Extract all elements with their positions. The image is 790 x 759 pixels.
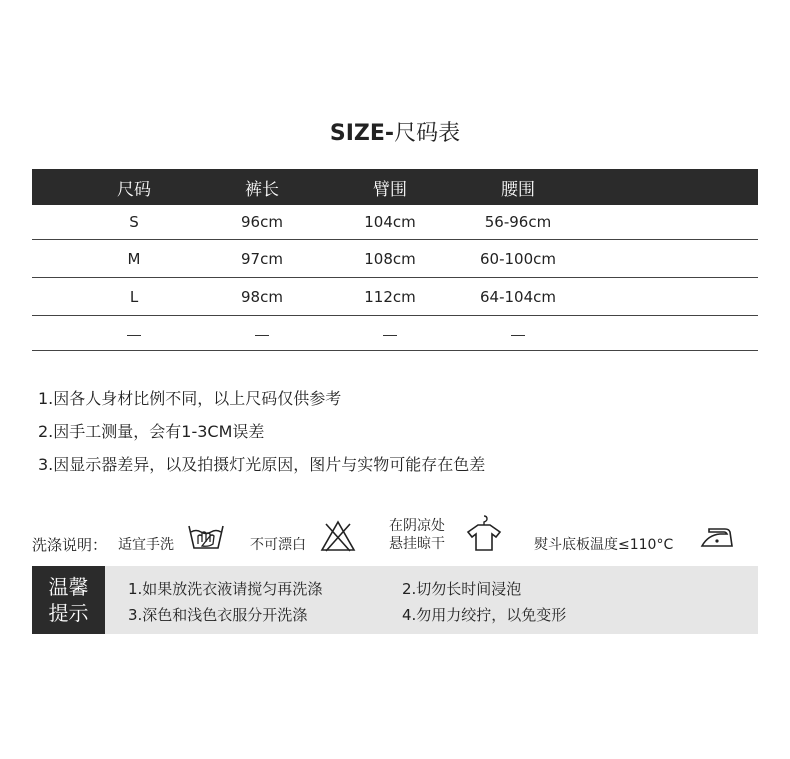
no-bleach-icon <box>320 519 356 553</box>
hand-wash-label: 适宜手洗 <box>118 537 174 553</box>
table-row <box>32 240 758 278</box>
empty-dash <box>212 316 312 350</box>
table-row <box>32 278 758 316</box>
table-header <box>32 169 758 205</box>
note-item: 1.因各人身材比例不同，以上尺码仅供参考 <box>38 389 342 408</box>
page-title <box>0 116 790 147</box>
cell-size: S <box>129 213 139 231</box>
cell-waist: 56-96cm <box>484 213 552 231</box>
note-item: 3.因显示器差异，以及拍摄灯光原因，图片与实物可能存在色差 <box>38 455 486 474</box>
note-item: 2.因手工测量，会有1-3CM误差 <box>38 422 265 441</box>
cell-arm: 104cm <box>364 213 416 231</box>
cell-arm: 108cm <box>364 249 416 268</box>
title-text: 尺码表 <box>394 121 461 146</box>
iron-icon <box>700 526 734 550</box>
wash-instructions <box>32 512 758 562</box>
tips-heading-line1: 温馨 <box>48 575 89 599</box>
notes-list <box>38 388 485 487</box>
table-row-empty <box>32 316 758 351</box>
title-prefix: SIZE- <box>329 121 395 146</box>
header-length: 裤长 <box>245 179 279 200</box>
tips-box <box>32 566 758 634</box>
tips-heading <box>32 566 105 634</box>
empty-dash <box>84 316 184 350</box>
tips-heading-line2: 提示 <box>48 601 89 625</box>
wash-label: 洗涤说明： <box>32 536 108 554</box>
iron-label: 熨斗底板温度≤110°C <box>534 537 674 553</box>
cell-waist: 60-100cm <box>480 249 556 268</box>
no-bleach-label: 不可漂白 <box>250 537 306 553</box>
header-size: 尺码 <box>117 179 151 200</box>
cell-length: 98cm <box>241 287 283 306</box>
cell-size: M <box>127 249 141 268</box>
shade-dry-label-2: 悬挂晾干 <box>389 536 445 552</box>
header-waist: 腰围 <box>501 179 535 200</box>
tip-item: 1.如果放洗衣液请搅匀再洗涤 <box>128 580 323 598</box>
cell-length: 96cm <box>241 213 283 231</box>
shade-dry-label-1: 在阴凉处 <box>389 518 445 534</box>
size-table <box>32 169 758 351</box>
header-arm: 臂围 <box>373 179 407 200</box>
tip-item: 4.勿用力绞拧，以免变形 <box>402 606 567 624</box>
cell-arm: 112cm <box>364 287 416 306</box>
tip-item: 3.深色和浅色衣服分开洗涤 <box>128 606 308 624</box>
hang-dry-icon <box>465 514 503 552</box>
empty-dash <box>468 316 568 350</box>
cell-length: 97cm <box>241 249 283 268</box>
cell-size: L <box>129 287 139 306</box>
hand-wash-icon <box>187 520 225 552</box>
tip-item: 2.切勿长时间浸泡 <box>402 580 522 598</box>
cell-waist: 64-104cm <box>480 287 556 306</box>
table-row <box>32 205 758 240</box>
empty-dash <box>340 316 440 350</box>
